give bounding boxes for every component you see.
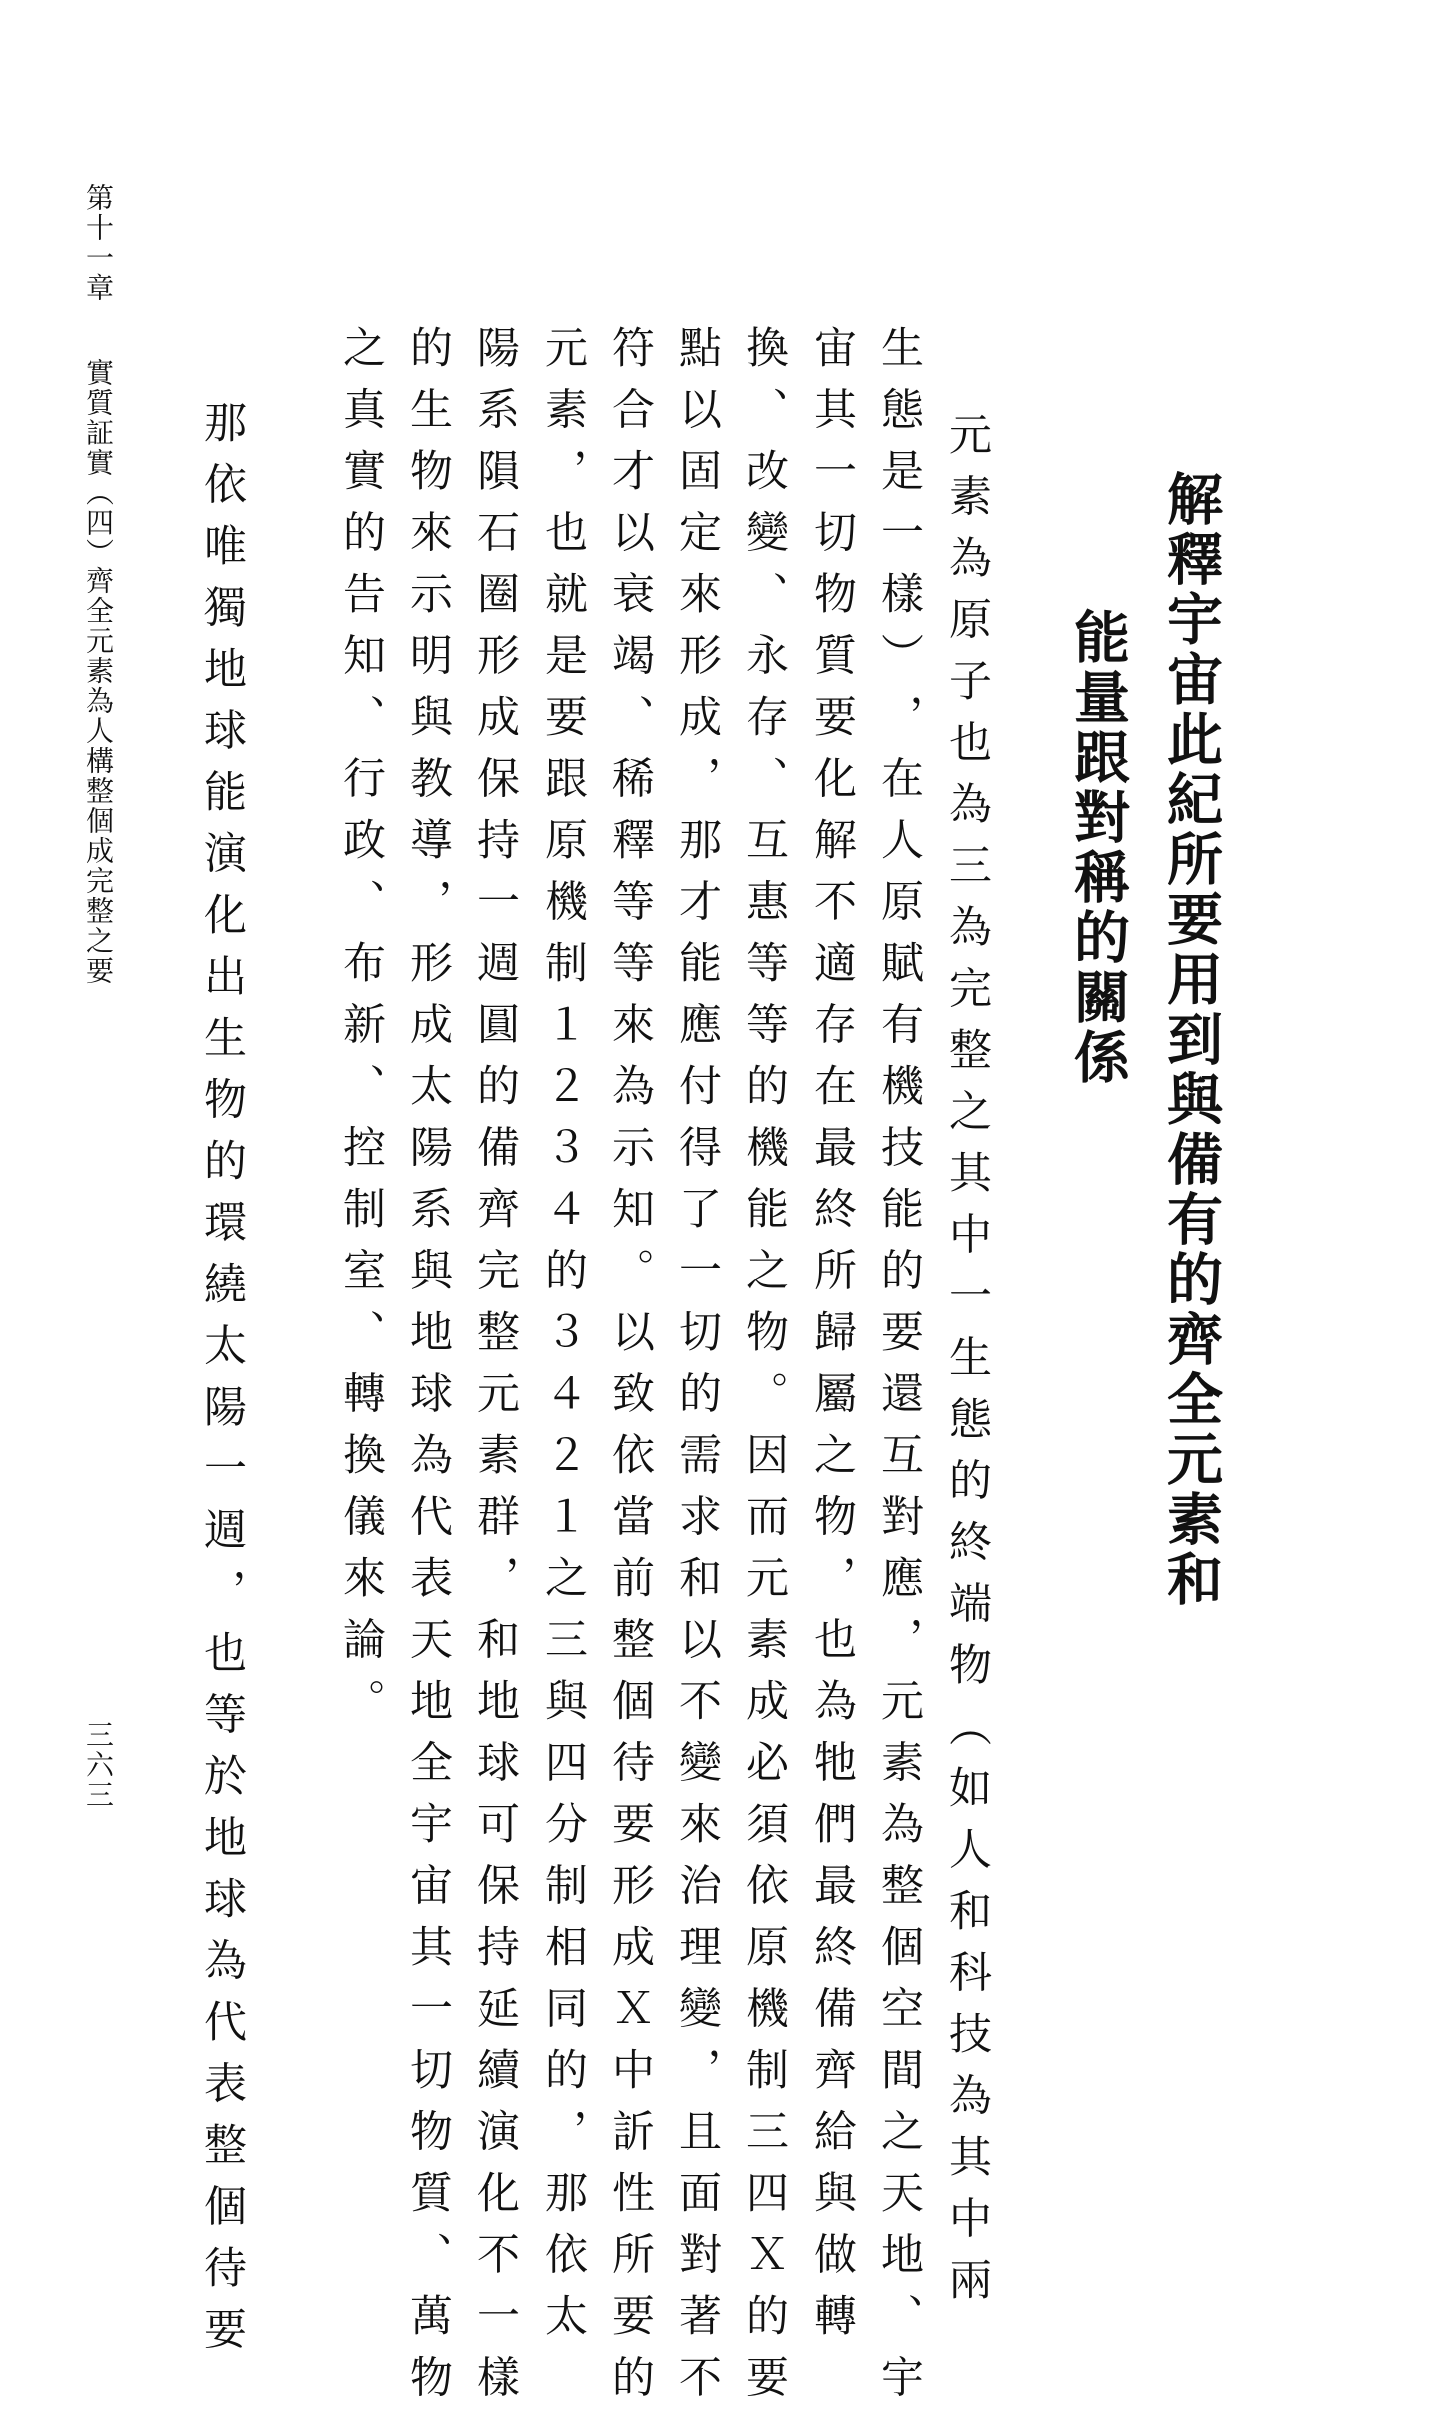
body-column-6: 符合才以衰竭、稀釋等等來為示知。以致依當前整個待要形成Ｘ中訢性所要的 [605,325,655,2416]
body-column-2: 生態是一樣︶，在人原賦有機技能的要還互對應，元素為整個空間之天地、宇 [874,325,924,2416]
body-column-9: 的生物來示明與教導，形成太陽系與地球為代表天地全宇宙其一切物質、萬物 [403,325,453,2416]
page-number: 三六三 [82,1720,115,1810]
running-header-chapter: 第十一章 [82,183,115,303]
body-column-7: 元素，也就是要跟原機制１２３４的３４２１之三與四分制相同的，那依太 [538,325,588,2355]
body-column-11: 那依唯獨地球能演化出生物的環繞太陽一週，也等於地球為代表整個待要 [197,400,247,2368]
body-column-1: 元素為原子也為三為完整之其中一生態的終端物︵如人和科技為其中兩 [942,412,992,2319]
body-column-3: 宙其一切物質要化解不適存在最終所歸屬之物，也為牠們最終備齊給與做轉 [807,325,857,2355]
page-title: 解釋宇宙此紀所要用到與備有的齊全元素和 [1158,470,1224,1610]
body-column-10: 之真實的告知、行政、布新、控制室、轉換儀來論。 [336,325,386,1740]
page-subtitle: 能量跟對稱的關係 [1065,608,1131,1088]
body-column-5: 點以固定來形成，那才能應付得了一切的需求和以不變來治理變，且面對著不 [672,325,722,2416]
running-header-topic: 齊全元素為人構整個成完整之要 [82,566,115,986]
body-column-4: 換、改變、永存、互惠等等的機能之物。因而元素成必須依原機制三四Ｘ的要 [739,325,789,2416]
body-column-8: 陽系隕石圈形成保持一週圓的備齊完整元素群，和地球可保持延續演化不一樣 [470,325,520,2416]
running-header-section: 實質証實︵四︶ [82,358,115,568]
